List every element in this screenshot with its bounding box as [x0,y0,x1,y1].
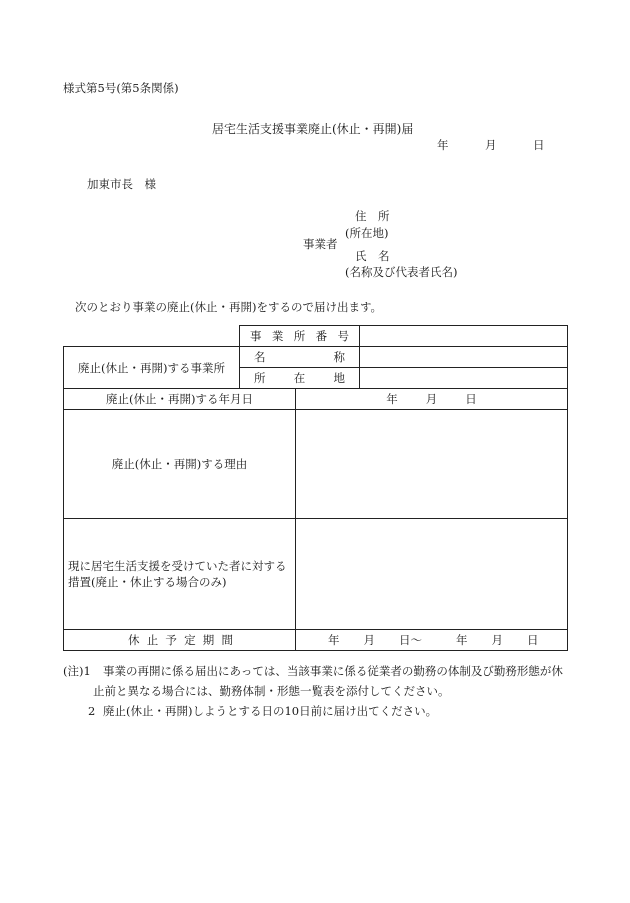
name-sub-label: (名称及び代表者氏名) [345,265,458,279]
label-char: 期 [202,633,215,647]
reason-field[interactable] [296,410,568,519]
form-number: 様式第5号(第5条関係) [63,81,179,95]
address-label: 住 所 [355,209,390,223]
label-char: 事 [250,329,262,343]
office-name-row [64,347,568,368]
period-row [64,630,568,651]
name-label: 氏 名 [355,249,390,263]
measures-label-line2: 措置(廃止・休止する場合のみ) [68,575,227,589]
office-number-label [240,326,360,347]
note2-text: 廃止(休止・再開)しようとする日の10日前に届け出てください。 [103,704,438,718]
office-number-row [64,326,568,347]
period-from-day: 日〜 [399,633,422,647]
reason-label: 廃止(休止・再開)する理由 [64,410,296,519]
label-char: 定 [184,633,196,647]
measures-row [64,519,568,630]
period-field[interactable] [296,630,568,651]
label-char: 番 [315,329,328,343]
period-from-month: 月 [363,633,375,647]
period-label [64,630,296,651]
date-field[interactable] [296,389,568,410]
label-char: 所 [254,371,266,385]
form-title: 居宅生活支援事業廃止(休止・再開)届 [212,122,414,136]
intro-text: 次のとおり事業の廃止(休止・再開)をするので届け出ます。 [75,300,383,314]
date-year: 年 [386,392,398,406]
office-address-label [240,368,360,389]
period-to-month: 月 [491,633,503,647]
date-day-label: 日 [533,138,545,152]
office-address-field[interactable] [360,368,568,389]
label-char: 間 [221,633,233,647]
date-month-label: 月 [485,138,497,152]
label-char: 称 [333,350,345,364]
addressee: 加東市長 様 [87,177,156,191]
label-char: 止 [146,633,159,647]
date-day: 日 [465,392,477,406]
label-char: 名 [254,350,266,364]
label-char: 業 [271,329,284,343]
label-char: 予 [165,633,177,647]
label-char: 号 [337,329,349,343]
notification-table [63,325,568,651]
office-number-field[interactable] [360,326,568,347]
period-from-year: 年 [328,633,340,647]
note-prefix: (注)1 [63,664,91,678]
date-month: 月 [425,392,438,406]
measures-label-line1: 現に居宅生活支援を受けていた者に対する [68,559,287,573]
date-label: 廃止(休止・再開)する年月日 [64,389,296,410]
label-char: 在 [293,371,306,385]
measures-field[interactable] [296,519,568,630]
date-row [64,389,568,410]
note1-line2: 止前と異なる場合には、勤務体制・形態一覧表を添付してください。 [93,684,450,698]
label-char: 休 [128,633,140,647]
operator-label: 事業者 [303,237,338,251]
reason-row [64,410,568,519]
measures-label [64,519,296,630]
note2-number: 2 [88,704,96,718]
label-char: 所 [293,329,306,343]
label-char: 地 [333,371,345,385]
address-sub-label: (所在地) [345,226,389,240]
blank-cell [64,326,240,347]
period-to-year: 年 [456,633,468,647]
note1-line1: 事業の再開に係る届出にあっては、当該事業に係る従業者の勤務の体制及び勤務形態が休 [103,664,563,678]
office-name-field[interactable] [360,347,568,368]
office-name-label [240,347,360,368]
period-to-day: 日 [527,633,539,647]
date-year-label: 年 [437,138,449,152]
office-group-label: 廃止(休止・再開)する事業所 [64,347,240,389]
